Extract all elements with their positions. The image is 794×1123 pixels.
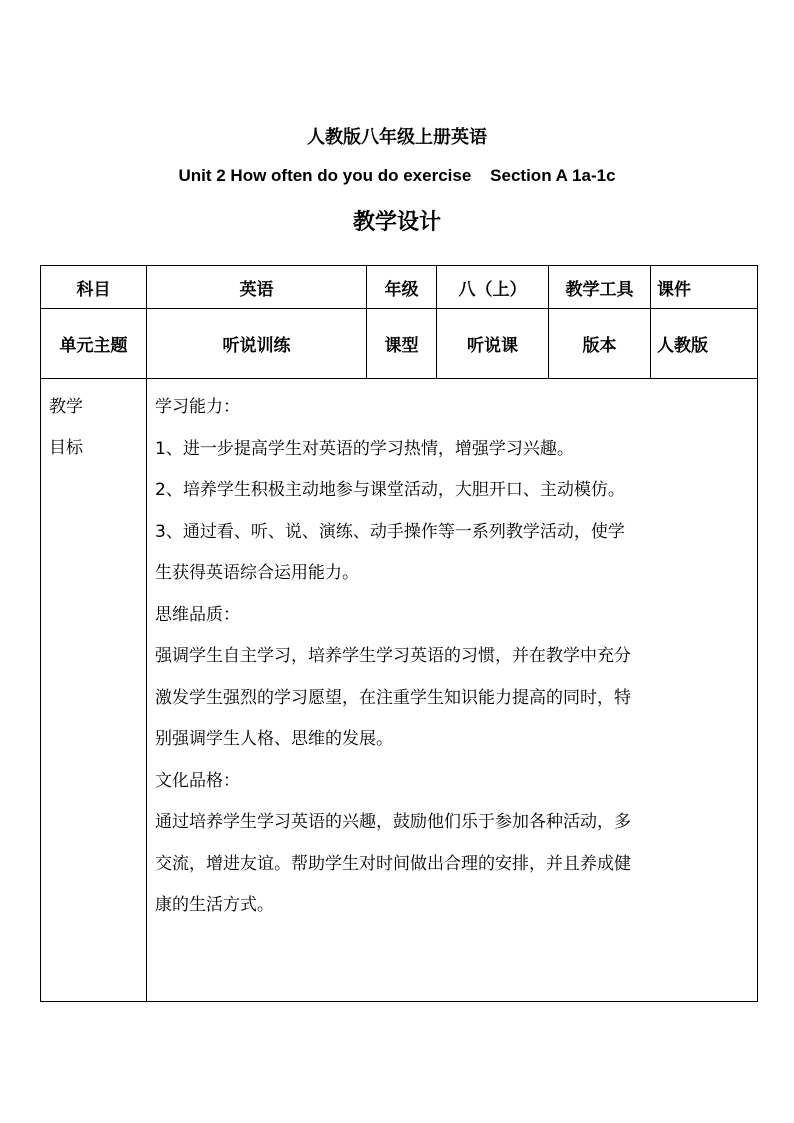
objective-line: 2、培养学生积极主动地参与课堂活动，大胆开口、主动模仿。 [155,480,625,500]
objective-line: 康的生活方式。 [155,895,274,915]
objective-line: 生获得英语综合运用能力。 [155,563,359,583]
type-value: 听说课 [437,309,549,379]
document-title: 人教版八年级上册英语 [307,127,487,148]
objective-line: 别强调学生人格、思维的发展。 [155,729,393,749]
objectives-label [41,379,147,1002]
theme-value: 听说训练 [147,309,367,379]
objective-line: 1、进一步提高学生对英语的学习热情，增强学习兴趣。 [155,438,574,459]
objective-line: 3、通过看、听、说、演练、动手操作等一系列教学活动，使学 [155,521,625,542]
objective-line: 激发学生强烈的学习愿望，在注重学生知识能力提高的同时，特 [155,687,631,708]
objectives-label-line-1: 教学 [49,397,83,417]
type-label: 课型 [367,309,437,379]
objective-line: 文化品格： [155,770,240,791]
objective-line: 思维品质： [155,604,240,625]
unit-subtitle: Unit 2 How often do you do exercise Section A 1a-1c [178,166,616,185]
objective-line: 通过培养学生学习英语的兴趣，鼓励他们乐于参加各种活动，多 [155,812,631,832]
info-row-2 [41,309,758,379]
objectives-content [147,379,758,1002]
info-row-1 [41,266,758,309]
grade-label: 年级 [367,266,437,309]
lesson-plan-table [40,265,758,1002]
theme-label: 单元主题 [41,309,147,379]
objective-line: 学习能力： [155,397,240,417]
tool-value: 课件 [651,266,758,309]
tool-label: 教学工具 [549,266,651,309]
objectives-label-line-2: 目标 [49,438,83,458]
subject-label: 科目 [41,266,147,309]
objective-line: 强调学生自主学习，培养学生学习英语的习惯，并在教学中充分 [155,646,631,666]
subject-value: 英语 [147,266,367,309]
edition-label: 版本 [549,309,651,379]
document-type: 教学设计 [352,210,441,235]
objective-line: 交流，增进友谊。帮助学生对时间做出合理的安排，并且养成健 [155,853,631,874]
grade-value: 八（上） [437,266,549,309]
objectives-row [41,379,758,1002]
edition-value: 人教版 [651,309,758,379]
